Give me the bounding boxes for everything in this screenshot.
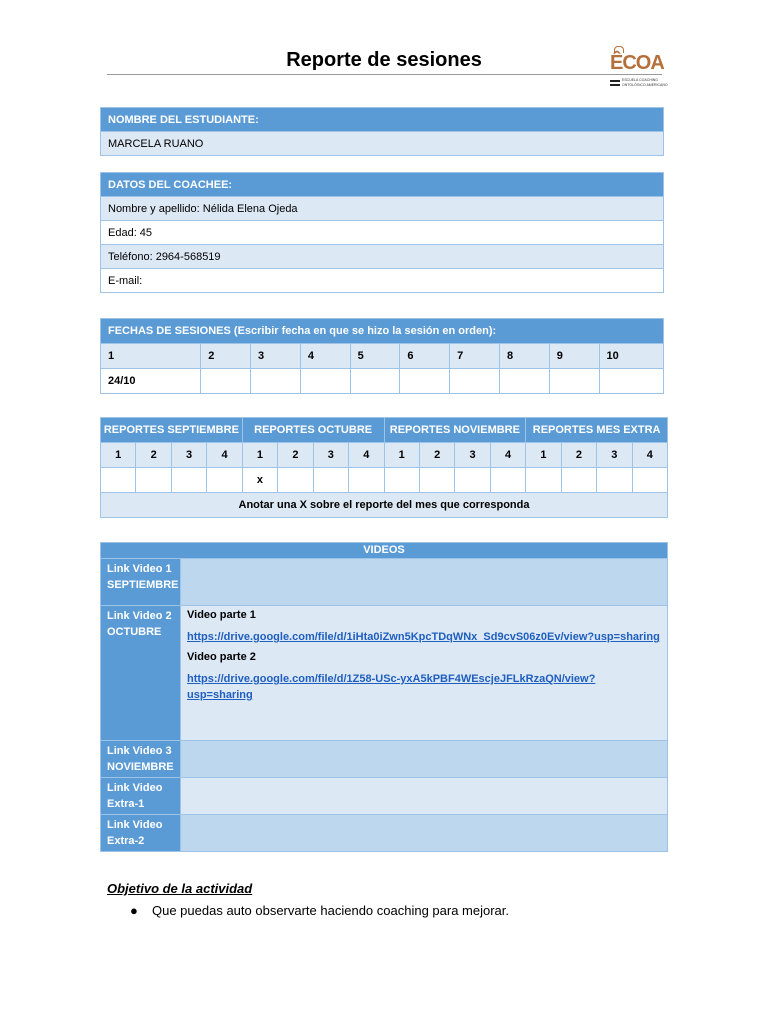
coachee-name: Nombre y apellido: Nélida Elena Ojeda	[101, 197, 664, 221]
report-mark-cell[interactable]	[455, 468, 490, 493]
coachee-email: E-mail:	[101, 269, 664, 293]
report-mark-cell[interactable]	[313, 468, 348, 493]
video-3-value[interactable]	[181, 741, 668, 778]
report-mark-cell[interactable]: x	[242, 468, 277, 493]
report-mark-cell[interactable]	[419, 468, 454, 493]
session-date-cell[interactable]	[549, 369, 599, 394]
session-date-cell[interactable]	[251, 369, 301, 394]
report-number: 1	[526, 443, 561, 468]
logo-bar-icon	[610, 84, 620, 86]
report-number: 3	[313, 443, 348, 468]
report-number: 2	[278, 443, 313, 468]
session-date-cell[interactable]	[300, 369, 350, 394]
video-part-1-label: Video parte 1	[187, 609, 256, 621]
report-number: 2	[561, 443, 596, 468]
session-date-cell[interactable]: 24/10	[101, 369, 201, 394]
video-3-label: Link Video 3 NOVIEMBRE	[101, 741, 181, 778]
video-1-value[interactable]	[181, 559, 668, 606]
session-date-cell[interactable]	[350, 369, 400, 394]
session-date-cell[interactable]	[499, 369, 549, 394]
report-mark-cell[interactable]	[526, 468, 561, 493]
video-2-label: Link Video 2 OCTUBRE	[101, 606, 181, 741]
video-extra-2-label: Link Video Extra-2	[101, 815, 181, 852]
coachee-label: DATOS DEL COACHEE:	[101, 173, 664, 197]
ecoa-logo	[606, 46, 668, 90]
report-month-header: REPORTES OCTUBRE	[242, 418, 384, 443]
reports-note: Anotar una X sobre el reporte del mes que corresponda	[101, 493, 668, 518]
objective-title: Objetivo de la actividad	[107, 881, 253, 896]
report-number: 2	[136, 443, 171, 468]
report-mark-cell[interactable]	[349, 468, 384, 493]
report-number: 4	[632, 443, 667, 468]
logo-text: ÊCOA	[610, 52, 664, 74]
coachee-table	[100, 172, 664, 293]
coachee-phone: Teléfono: 2964-568519	[101, 245, 664, 269]
session-number: 9	[549, 344, 599, 369]
report-mark-cell[interactable]	[207, 468, 242, 493]
report-mark-cell[interactable]	[101, 468, 136, 493]
video-extra-2-value[interactable]	[181, 815, 668, 852]
session-date-cell[interactable]	[201, 369, 251, 394]
report-number: 3	[171, 443, 206, 468]
report-mark-cell[interactable]	[597, 468, 632, 493]
page-title: Reporte de sesiones	[286, 49, 482, 71]
videos-header: VIDEOS	[101, 543, 668, 559]
session-number: 8	[499, 344, 549, 369]
report-number: 4	[490, 443, 525, 468]
report-mark-cell[interactable]	[171, 468, 206, 493]
report-number: 1	[384, 443, 419, 468]
session-number: 5	[350, 344, 400, 369]
report-month-header: REPORTES MES EXTRA	[526, 418, 668, 443]
sessions-label: FECHAS DE SESIONES (Escribir fecha en que se hizo la sesión en orden):	[101, 319, 664, 344]
report-month-header: REPORTES NOVIEMBRE	[384, 418, 526, 443]
session-number: 6	[400, 344, 450, 369]
report-number: 2	[419, 443, 454, 468]
session-number: 1	[101, 344, 201, 369]
video-2-value	[181, 606, 668, 741]
bullet-icon: ●	[130, 903, 138, 918]
video-part-2-link[interactable]: https://drive.google.com/file/d/1Z58-USc-yxA5kPBF4WEscjeJFLkRzaQN/view?usp=sharing	[187, 673, 596, 701]
report-number: 3	[597, 443, 632, 468]
report-mark-cell[interactable]	[632, 468, 667, 493]
video-part-2-label: Video parte 2	[187, 651, 256, 663]
report-mark-cell[interactable]	[136, 468, 171, 493]
session-number: 3	[251, 344, 301, 369]
video-1-label: Link Video 1 SEPTIEMBRE	[101, 559, 181, 606]
title-divider	[107, 74, 662, 75]
sessions-table	[100, 318, 664, 394]
logo-bar-icon	[610, 80, 620, 82]
reports-table	[100, 417, 668, 518]
report-number: 3	[455, 443, 490, 468]
logo-subtitle-1: ESCUELA COACHING	[622, 78, 658, 82]
logo-subtitle-2: ONTOLÓGICO AMERICANO	[622, 83, 668, 87]
student-table	[100, 107, 664, 156]
report-month-header: REPORTES SEPTIEMBRE	[101, 418, 243, 443]
session-date-cell[interactable]	[450, 369, 500, 394]
session-date-cell[interactable]	[599, 369, 664, 394]
session-number: 10	[599, 344, 664, 369]
video-extra-1-value[interactable]	[181, 778, 668, 815]
session-number: 7	[450, 344, 500, 369]
student-name: MARCELA RUANO	[101, 132, 664, 156]
student-label: NOMBRE DEL ESTUDIANTE:	[101, 108, 664, 132]
video-extra-1-label: Link Video Extra-1	[101, 778, 181, 815]
report-mark-cell[interactable]	[561, 468, 596, 493]
coachee-age: Edad: 45	[101, 221, 664, 245]
report-number: 1	[101, 443, 136, 468]
report-number: 4	[349, 443, 384, 468]
session-number: 4	[300, 344, 350, 369]
session-date-cell[interactable]	[400, 369, 450, 394]
session-number: 2	[201, 344, 251, 369]
report-mark-cell[interactable]	[278, 468, 313, 493]
report-number: 4	[207, 443, 242, 468]
report-mark-cell[interactable]	[490, 468, 525, 493]
objective-text: Que puedas auto observarte haciendo coaching para mejorar.	[152, 903, 510, 918]
report-mark-cell[interactable]	[384, 468, 419, 493]
report-number: 1	[242, 443, 277, 468]
video-part-1-link[interactable]: https://drive.google.com/file/d/1iHta0iZwn5KpcTDqWNx_Sd9cvS06z0Ev/view?usp=sharing	[187, 631, 660, 643]
videos-table	[100, 542, 668, 852]
